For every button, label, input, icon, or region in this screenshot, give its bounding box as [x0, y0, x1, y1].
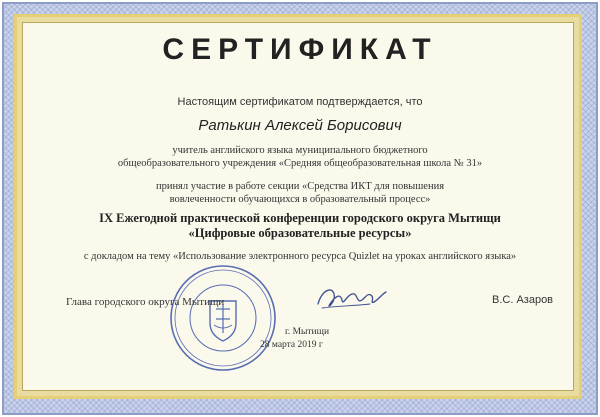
certificate-title: СЕРТИФИКАТ [162, 33, 438, 66]
issue-place: г. Мытищи [285, 327, 330, 337]
signer-title: Глава городского округа Мытищи [66, 296, 225, 308]
conference-title-line-2: «Цифровые образовательные ресурсы» [188, 226, 412, 240]
signer-name: В.С. Азаров [492, 294, 554, 306]
participation-line-1: принял участие в работе секции «Средства ИКТ для повышения [155, 181, 445, 192]
issue-date: 28 марта 2019 г [260, 340, 323, 350]
intro-text: Настоящим сертификатом подтверждается, что [177, 96, 423, 108]
position-line-2: общеобразовательного учреждения «Средняя общеобразовательная школа № 31» [117, 158, 483, 169]
report-topic: с докладом на тему «Использование электронного ресурса Quizlet на уроках английского языка» [83, 251, 517, 262]
official-seal-icon [168, 263, 278, 373]
conference-title-line-1: IX Ежегодной практической конференции городского округа Мытищи [99, 211, 501, 225]
position-line-1: учитель английского языка муниципального бюджетного [172, 145, 428, 156]
participation-line-2: вовлеченности обучающихся в образовательный процесс» [169, 194, 431, 205]
signature-icon [312, 282, 390, 316]
recipient-name: Ратькин Алексей Борисович [198, 117, 402, 134]
